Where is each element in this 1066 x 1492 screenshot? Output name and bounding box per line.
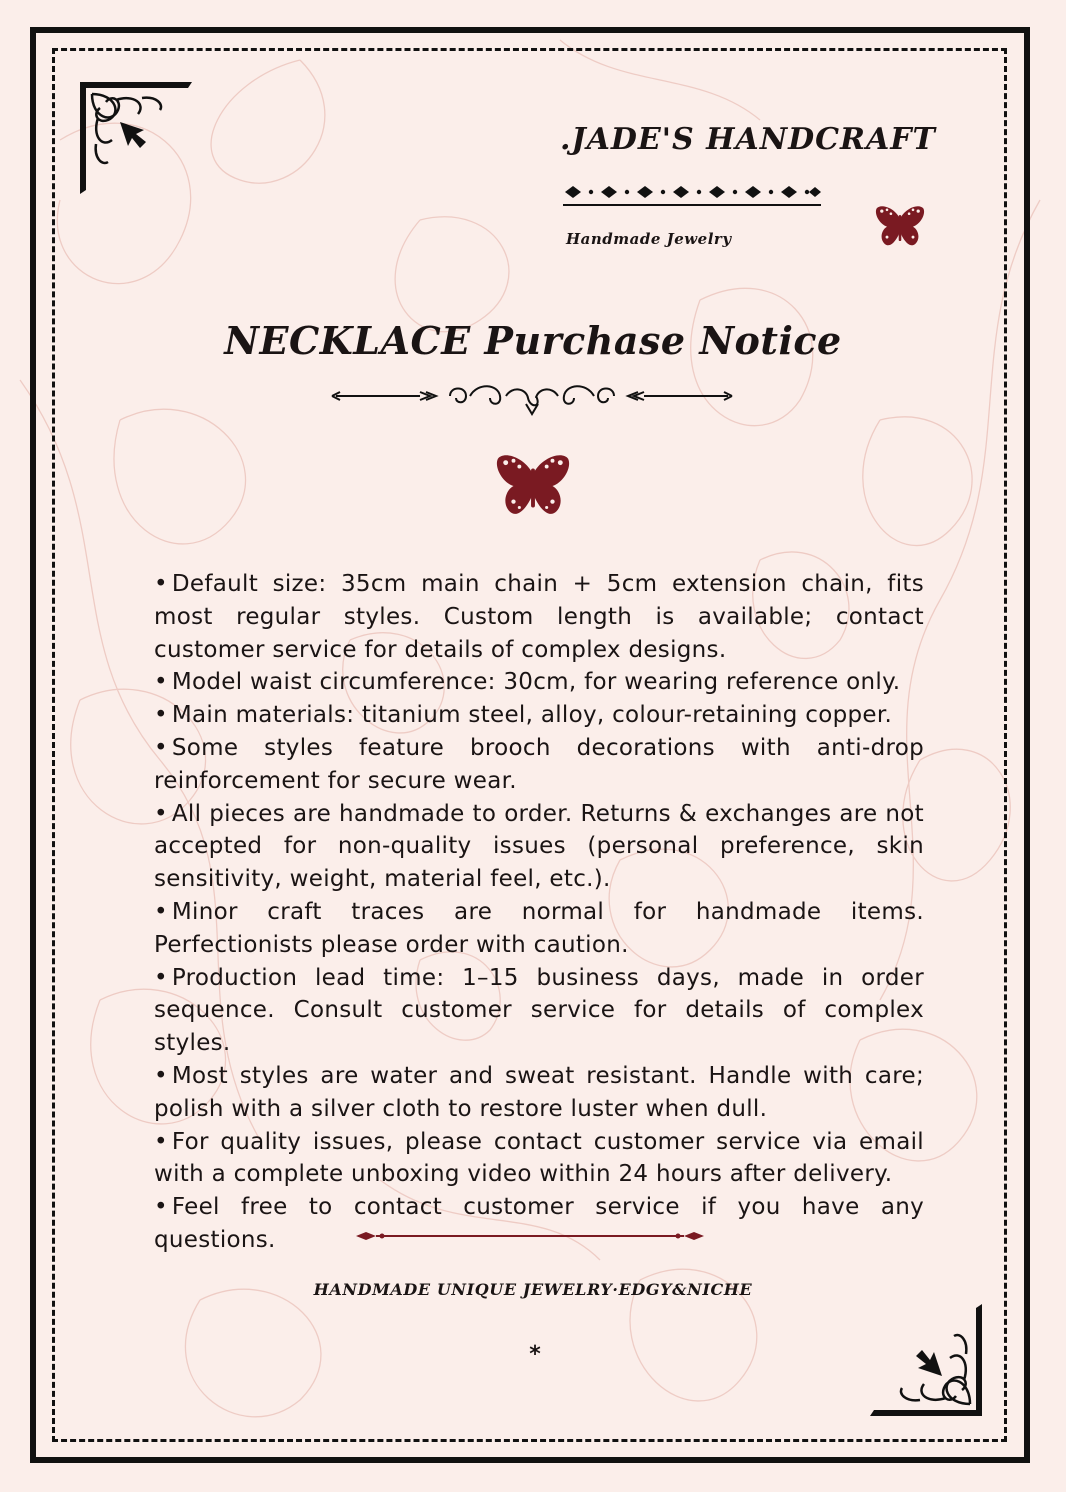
notice-item: • Feel free to contact customer service if you have any questions.: [154, 1191, 924, 1257]
notice-title: NECKLACE Purchase Notice: [224, 318, 842, 363]
notice-item: • All pieces are handmade to order. Returns & exchanges are not accepted for non-quality issues (personal preference, skin sensitivity, weight, material feel, etc.).: [154, 798, 924, 896]
notice-item: • For quality issues, please contact customer service via email with a complete unboxing video within 24 hours after delivery.: [154, 1126, 924, 1192]
footer-mark: *: [529, 1342, 541, 1367]
notice-item: • Main materials: titanium steel, alloy, colour-retaining copper.: [154, 699, 924, 732]
scroll-divider-icon: [330, 378, 734, 418]
diamond-rule-icon: [563, 180, 823, 210]
notice-item: • Most styles are water and sweat resistant. Handle with care; polish with a silver cloth to restore luster when dull.: [154, 1060, 924, 1126]
butterfly-icon: [494, 452, 572, 524]
notice-item: • Minor craft traces are normal for handmade items. Perfectionists please order with caution.: [154, 896, 924, 962]
corner-ornament-icon: [76, 78, 196, 198]
brand-name: .JADE'S HANDCRAFT: [560, 122, 936, 157]
brand-subtitle: Handmade Jewelry: [566, 230, 732, 248]
footer-tagline: HANDMADE UNIQUE JEWELRY·EDGY&NICHE: [313, 1280, 753, 1299]
notice-list: [154, 568, 924, 1257]
wine-divider-icon: [356, 1226, 704, 1246]
notice-item: • Default size: 35cm main chain + 5cm extension chain, fits most regular styles. Custom length is available; contact customer service for details of complex designs.: [154, 568, 924, 666]
notice-item: • Model waist circumference: 30cm, for wearing reference only.: [154, 666, 924, 699]
notice-item: • Some styles feature brooch decorations with anti-drop reinforcement for secure wear.: [154, 732, 924, 798]
notice-item: • Production lead time: 1–15 business days, made in order sequence. Consult customer service for details of complex styles.: [154, 962, 924, 1060]
butterfly-icon: [874, 204, 926, 252]
